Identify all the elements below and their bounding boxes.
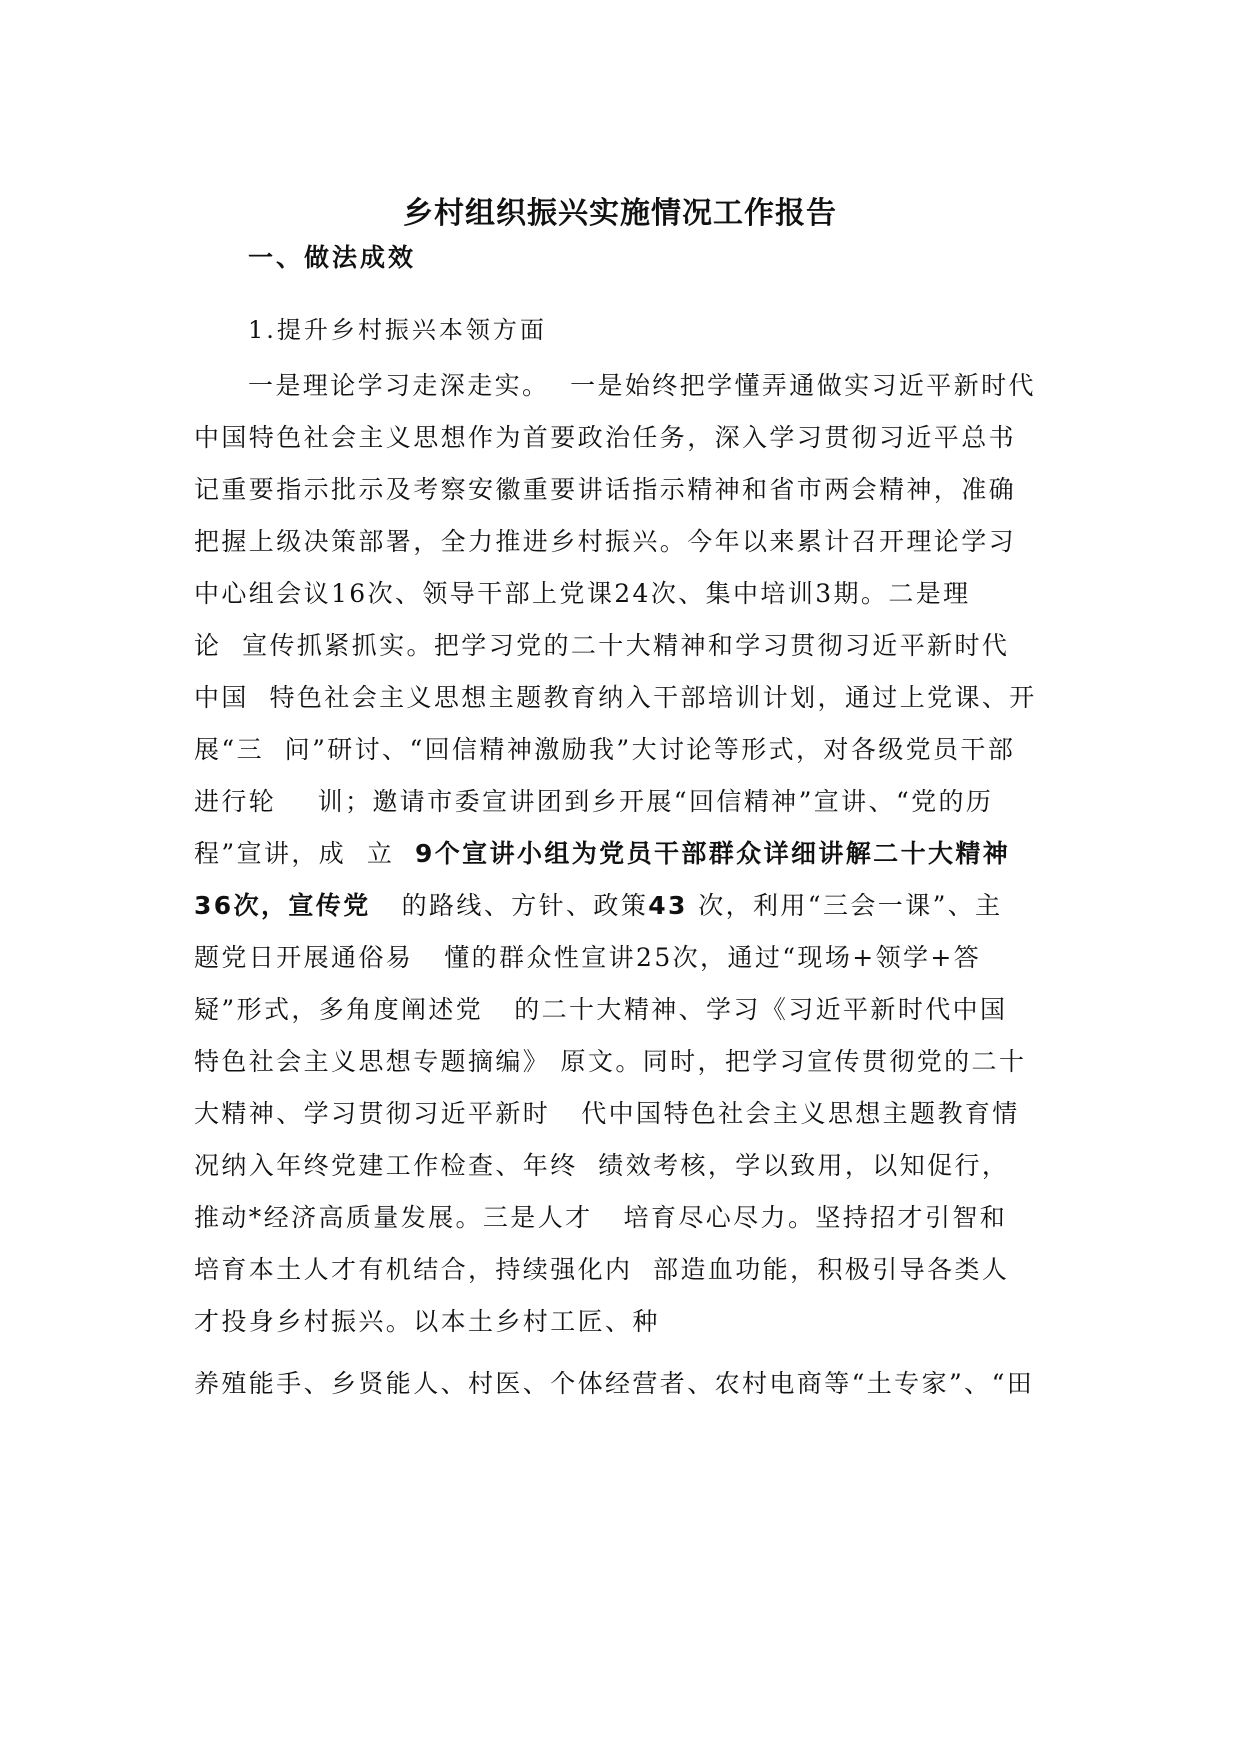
paragraph-line: 养殖能手、乡贤能人、村医、个体经营者、农村电商等“土专家”、“田: [194, 1369, 1035, 1398]
paragraph-line: 推动*经济高质量发展。三是人才 培育尽心尽力。坚持招才引智和: [194, 1203, 1008, 1232]
line-text: 程”宣讲，成 立: [194, 839, 415, 868]
paragraph-line: 况纳入年终党建工作检查、年终 绩效考核，学以致用，以知促行，: [194, 1151, 1010, 1180]
paragraph-line-mixed: [194, 834, 1010, 870]
paragraph-line: 题党日开展通俗易 懂的群众性宣讲25次，通过“现场+领学+答: [194, 943, 982, 972]
paragraph-line: 一是理论学习走深走实。 一是始终把学懂弄通做实习近平新时代: [248, 371, 1036, 400]
bold-text: 36次，宣传党: [194, 891, 371, 920]
paragraph-line: 中心组会议16次、领导干部上党课24次、集中培训3期。二是理: [194, 579, 971, 608]
line-text: 的路线、方针、政策: [370, 891, 649, 920]
subheading: 1.提升乡村振兴本领方面: [248, 316, 547, 344]
paragraph-line: 才投身乡村振兴。以本土乡村工匠、种: [194, 1307, 660, 1336]
bold-text: 9个宣讲小组为党员干部群众详细讲解二十大精神: [414, 839, 1011, 868]
paragraph-line: 展“三 问”研讨、“回信精神激励我”大讨论等形式，对各级党员干部: [194, 735, 1016, 764]
document-title: 乡村组织振兴实施情况工作报告: [403, 196, 837, 231]
paragraph-line: 论 宣传抓紧抓实。把学习党的二十大精神和学习贯彻习近平新时代: [194, 631, 1010, 660]
paragraph-line: 大精神、学习贯彻习近平新时 代中国特色社会主义思想主题教育情: [194, 1099, 1020, 1128]
paragraph-line-mixed: [194, 886, 1003, 922]
paragraph-line: 把握上级决策部署，全力推进乡村振兴。今年以来累计召开理论学习: [194, 527, 1017, 556]
paragraph-line: 疑”形式，多角度阐述党 的二十大精神、学习《习近平新时代中国: [194, 995, 1008, 1024]
bold-number: 43: [648, 891, 688, 920]
paragraph-line: 培育本土人才有机结合，持续强化内 部造血功能，积极引导各类人: [194, 1255, 1010, 1284]
section-heading: 一、做法成效: [248, 243, 417, 272]
paragraph-line: 中国 特色社会主义思想主题教育纳入干部培训计划，通过上党课、开: [194, 683, 1037, 712]
paragraph-line: 特色社会主义思想专题摘编》 原文。同时，把学习宣传贯彻党的二十: [194, 1047, 1027, 1076]
paragraph-line: 中国特色社会主义思想作为首要政治任务，深入学习贯彻习近平总书: [194, 423, 1017, 452]
line-text: 次，利用“三会一课”、主: [687, 891, 1003, 920]
paragraph-line: 记重要指示批示及考察安徽重要讲话指示精神和省市两会精神，准确: [194, 475, 1017, 504]
paragraph-line: 进行轮 训；邀请市委宣讲团到乡开展“回信精神”宣讲、“党的历: [194, 787, 994, 816]
